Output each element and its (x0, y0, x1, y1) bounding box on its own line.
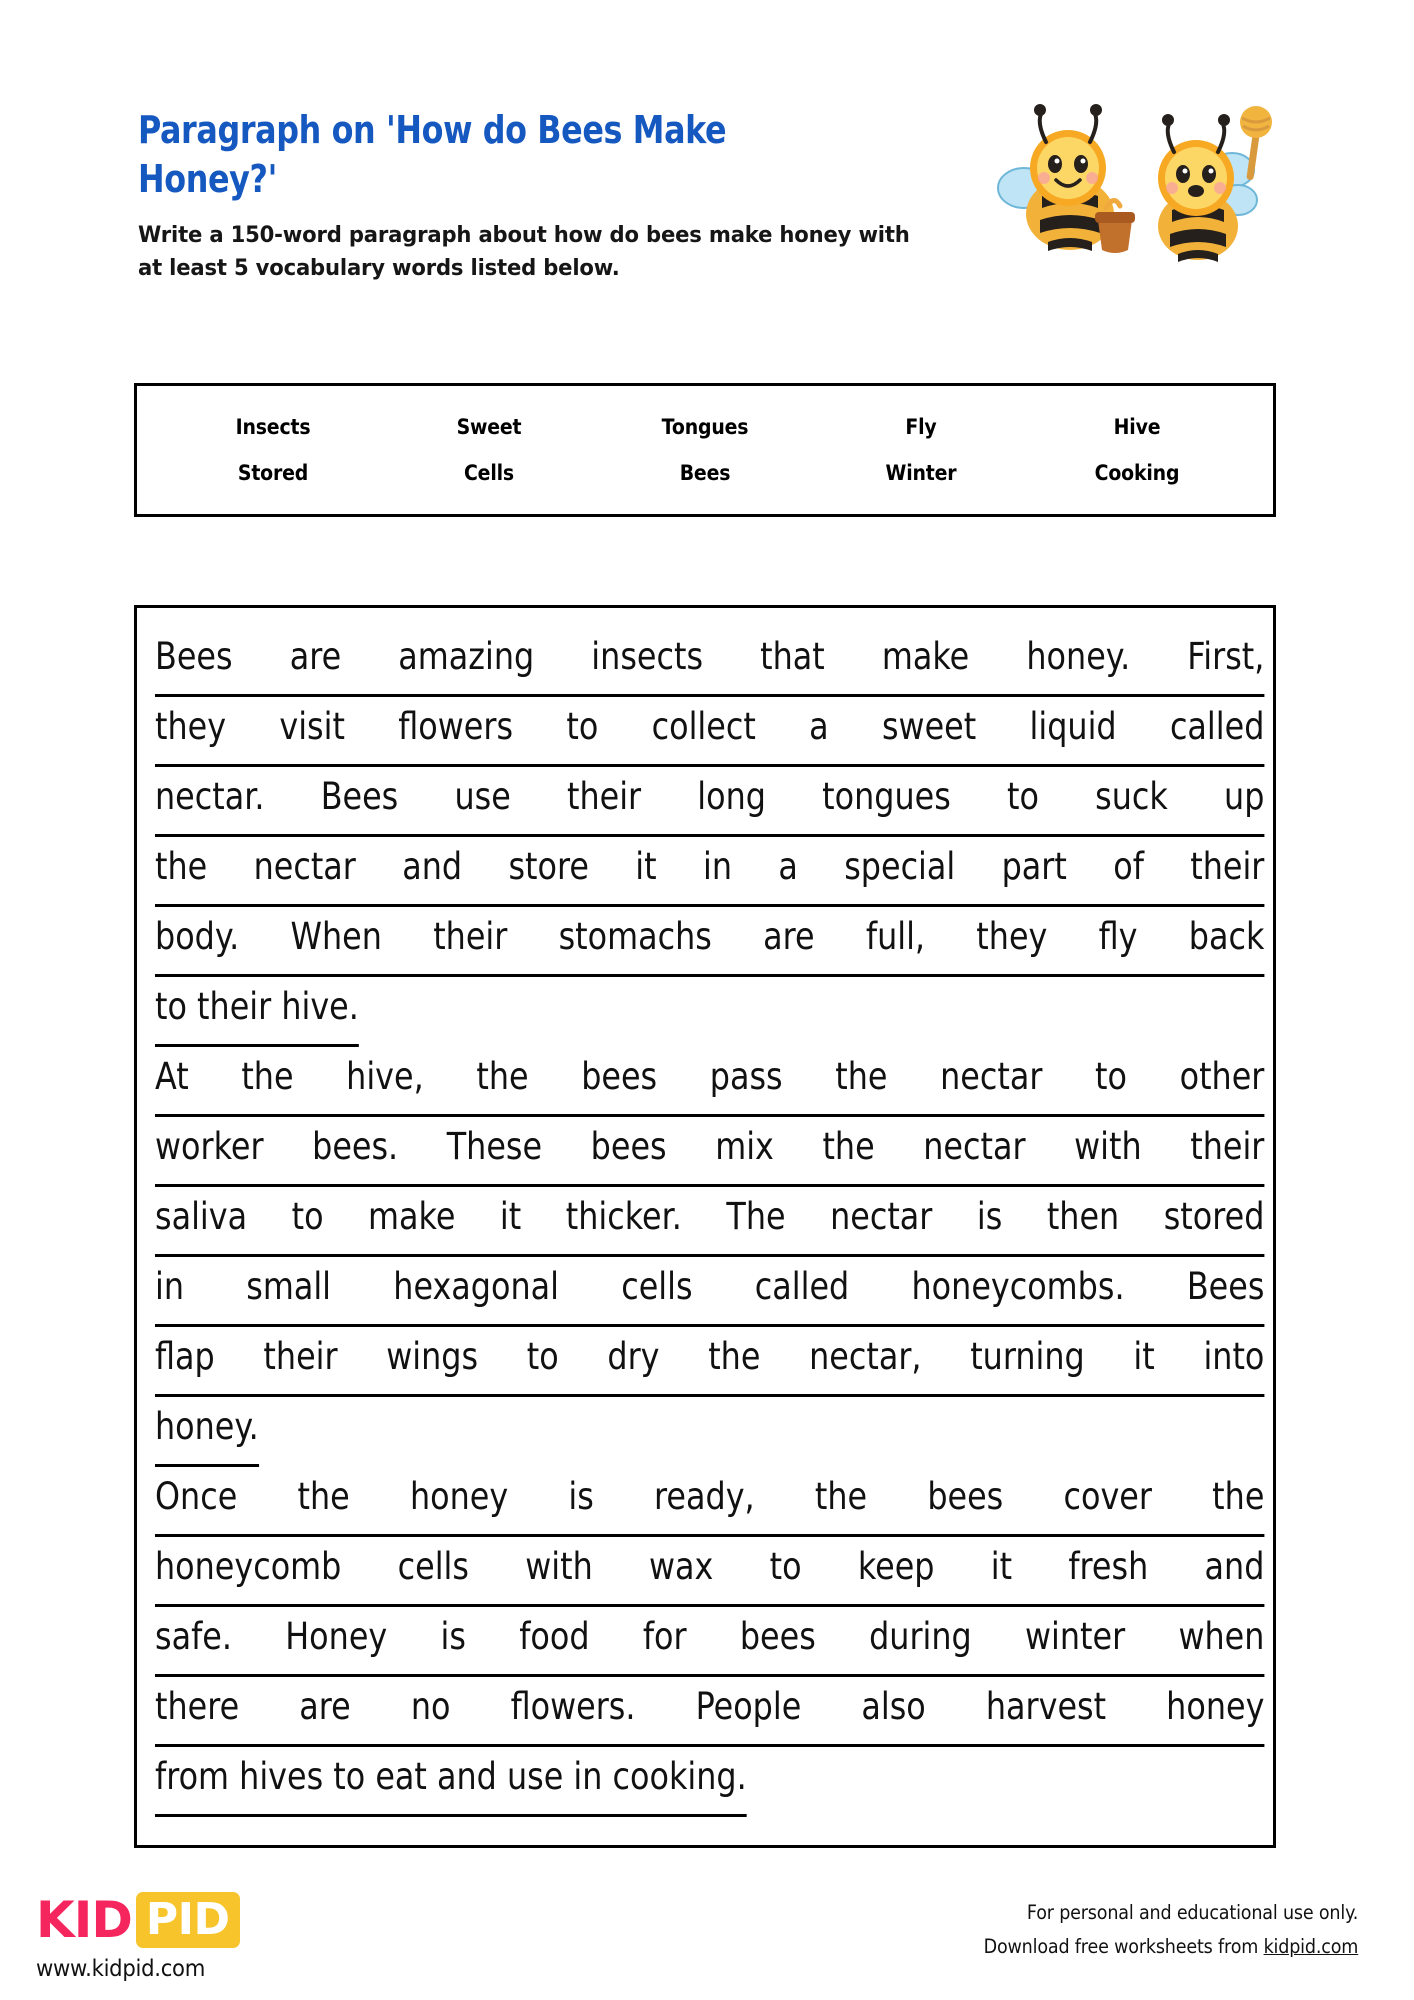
vocabulary-word: Cooking (1094, 461, 1180, 485)
logo-kid-text: KID (36, 1891, 132, 1949)
answer-line-text: Once the honey is ready, the bees cover the (155, 1462, 1264, 1537)
kidpid-link[interactable]: kidpid.com (1263, 1935, 1358, 1959)
page-title: Paragraph on 'How do Bees Make Honey?' (138, 108, 727, 201)
answer-line-text: in small hexagonal cells called honeycombs. Bees (155, 1252, 1264, 1327)
answer-line (155, 1042, 1265, 1112)
answer-line (155, 762, 1265, 832)
answer-line (155, 692, 1265, 762)
answer-line-text: from hives to eat and use in cooking. (155, 1742, 747, 1817)
logo-website-url: www.kidpid.com (36, 1956, 206, 1982)
answer-line-text: safe. Honey is food for bees during winter when (155, 1602, 1264, 1677)
answer-line (155, 902, 1265, 972)
answer-line (155, 832, 1265, 902)
answer-line (155, 1392, 1252, 1462)
bee-left-head (1030, 104, 1106, 206)
answer-line (155, 1112, 1265, 1182)
vocabulary-word: Winter (885, 461, 957, 485)
vocabulary-word: Sweet (456, 415, 522, 439)
answer-line-text: to their hive. (155, 972, 359, 1047)
vocabulary-row (137, 415, 1273, 439)
answer-line (155, 622, 1265, 692)
footer-notice (983, 1896, 1358, 1964)
answer-paragraph (155, 1462, 1265, 1812)
footer (0, 1884, 1414, 2000)
answer-line (155, 1322, 1265, 1392)
answer-line-text: flap their wings to dry the nectar, turning it into (155, 1322, 1264, 1397)
answer-paragraph (155, 622, 1265, 1042)
vocabulary-word: Stored (237, 461, 309, 485)
vocabulary-word: Insects (235, 415, 311, 439)
answer-line-text: Bees are amazing insects that make honey. First, (155, 622, 1264, 697)
answer-line-text: body. When their stomachs are full, they fly back (155, 902, 1264, 977)
answer-line-text: nectar. Bees use their long tongues to suck up (155, 762, 1264, 837)
answer-line (155, 1602, 1265, 1672)
answer-paragraph (155, 1042, 1265, 1462)
answer-line-text: they visit flowers to collect a sweet liquid called (155, 692, 1264, 767)
kidpid-logo[interactable] (36, 1892, 240, 1982)
answer-line-text: worker bees. These bees mix the nectar with their (155, 1112, 1264, 1187)
logo-pid-text: PID (136, 1892, 240, 1948)
answer-line (155, 1182, 1265, 1252)
bee-right-head (1158, 114, 1234, 216)
answer-line-text: honeycomb cells with wax to keep it fresh and (155, 1532, 1264, 1607)
vocabulary-box (134, 383, 1276, 517)
vocabulary-word: Tongues (661, 415, 749, 439)
vocabulary-word: Fly (905, 415, 937, 439)
answer-line (155, 1462, 1265, 1532)
answer-line-text: honey. (155, 1392, 259, 1467)
footer-notice-line2 (983, 1930, 1358, 1964)
page-instructions: Write a 150-word paragraph about how do bees make honey with at least 5 vocabulary words listed below. (138, 222, 910, 281)
answer-box[interactable] (134, 605, 1276, 1848)
answer-line (155, 1672, 1265, 1742)
answer-line-text: the nectar and store it in a special part of their (155, 832, 1264, 907)
answer-line (155, 1532, 1265, 1602)
vocabulary-row (137, 461, 1273, 485)
answer-line-text: At the hive, the bees pass the nectar to other (155, 1042, 1264, 1117)
footer-notice-prefix: Download free worksheets from (983, 1935, 1264, 1959)
answer-line (155, 1252, 1265, 1322)
footer-notice-line1: For personal and educational use only. (1026, 1901, 1358, 1924)
answer-line (155, 1742, 1252, 1812)
answer-line-text: there are no flowers. People also harvest honey (155, 1672, 1264, 1747)
answer-line (155, 972, 1252, 1042)
vocabulary-word: Bees (679, 461, 731, 485)
answer-line-text: saliva to make it thicker. The nectar is then stored (155, 1182, 1264, 1257)
logo-mark (36, 1892, 240, 1948)
vocabulary-word: Hive (1113, 415, 1161, 439)
vocabulary-word: Cells (463, 461, 515, 485)
bees-illustration (982, 96, 1282, 286)
